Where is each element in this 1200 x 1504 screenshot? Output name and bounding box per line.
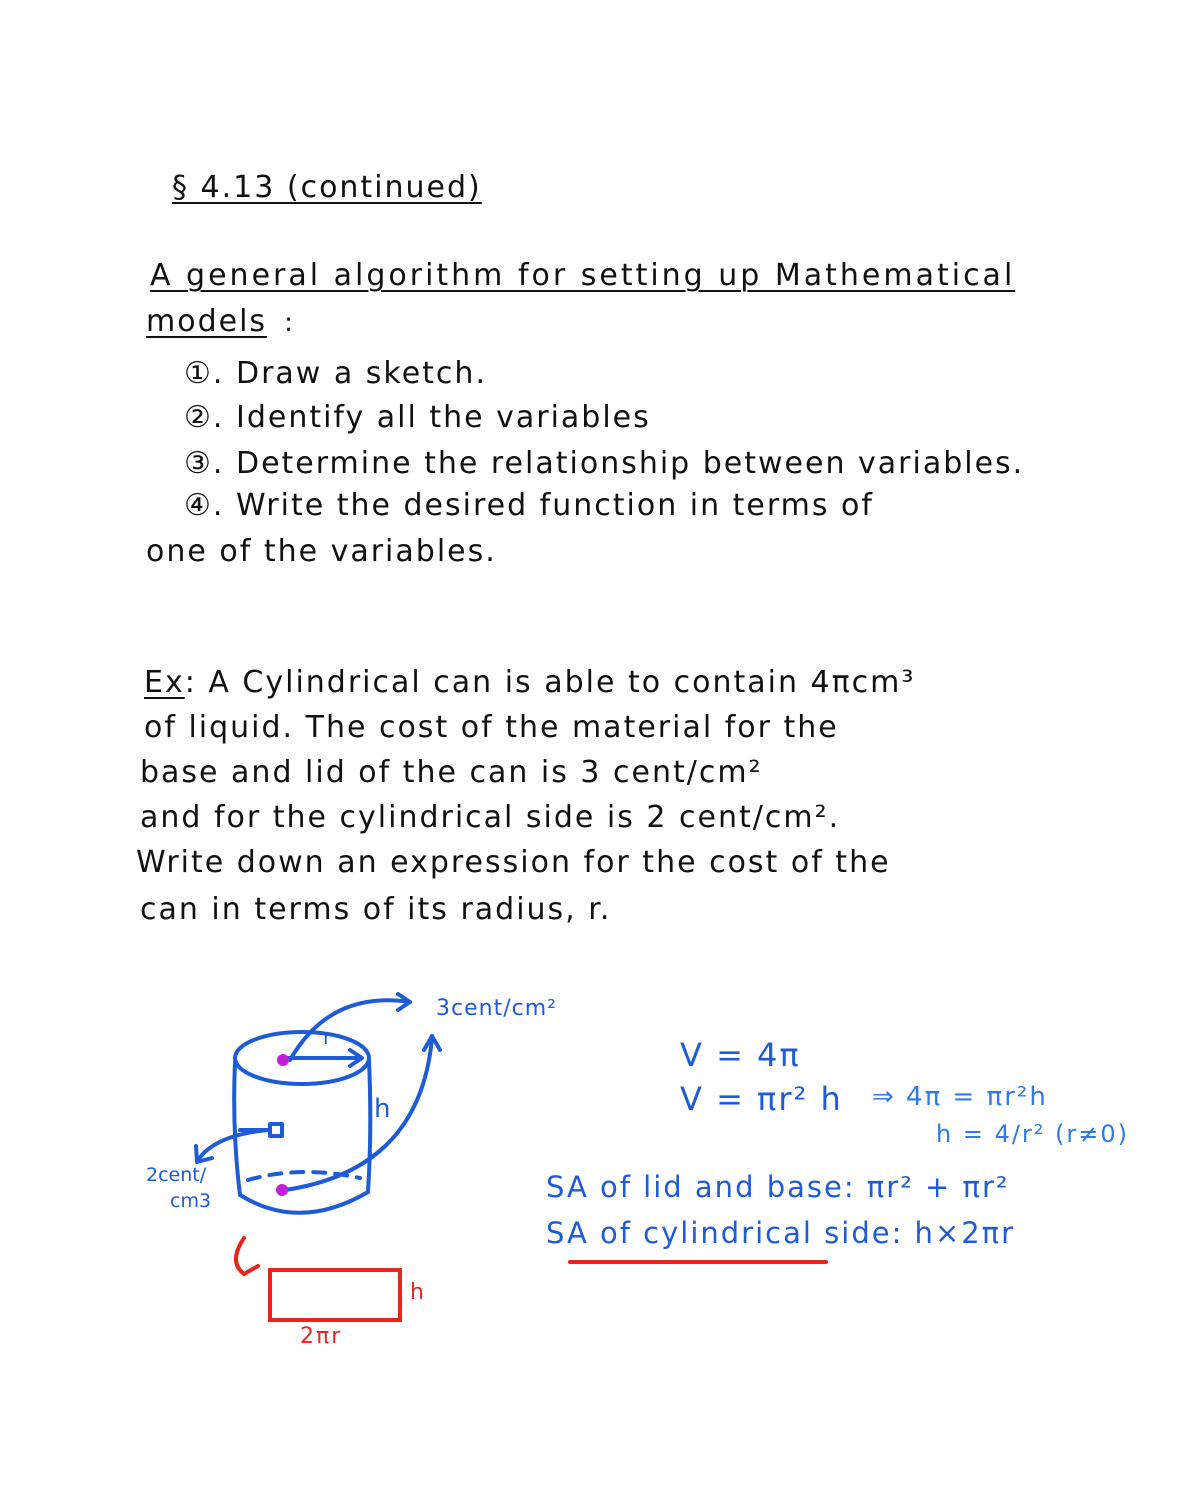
top-cost-label: 3cent/cm² <box>436 996 557 1021</box>
side-marker-box <box>270 1124 282 1136</box>
example-line-3: base and lid of the can is 3 cent/cm² <box>140 755 763 790</box>
unroll-arrow <box>236 1238 258 1274</box>
volume-equation: ⇒ 4π = πr²h <box>872 1082 1048 1112</box>
algorithm-title-models: models <box>146 304 268 339</box>
top-point <box>277 1054 289 1066</box>
rect-width-label: 2πr <box>300 1324 343 1349</box>
step-1: ①. Draw a sketch. <box>184 356 487 391</box>
example-label: Ex <box>144 665 185 700</box>
section-heading: § 4.13 (continued) <box>172 170 482 205</box>
example-text-1: : A Cylindrical can is able to contain 4πcm³ <box>184 665 916 700</box>
side-cost-arrow <box>196 1130 268 1162</box>
height-label: h <box>374 1094 393 1124</box>
example-line-5: Write down an expression for the cost of the <box>136 845 891 880</box>
rect-height-label: h <box>410 1280 426 1305</box>
side-cost-label-2: cm3 <box>170 1190 212 1212</box>
step-4-continued: one of the variables. <box>146 534 497 569</box>
algorithm-title-colon: : <box>284 308 295 338</box>
cylinder-right-wall <box>368 1060 370 1192</box>
step-2: ②. Identify all the variables <box>184 400 651 435</box>
surface-area-side: SA of cylindrical side: h×2πr <box>546 1216 1016 1250</box>
side-cost-label-1: 2cent/ <box>146 1164 207 1186</box>
radius-label: r <box>323 1025 334 1049</box>
step-3: ③. Determine the relationship between variables. <box>184 446 1025 481</box>
unrolled-rectangle <box>270 1270 400 1320</box>
example-line-2: of liquid. The cost of the material for the <box>144 710 839 745</box>
volume-given: V = 4π <box>680 1036 801 1074</box>
cylinder-bottom <box>240 1192 368 1213</box>
example-line-4: and for the cylindrical side is 2 cent/cm². <box>140 800 841 835</box>
example-line-6: can in terms of its radius, r. <box>140 892 612 927</box>
bottom-point <box>276 1184 288 1196</box>
surface-area-lid-base: SA of lid and base: πr² + πr² <box>546 1170 1010 1204</box>
volume-formula: V = πr² h <box>680 1080 843 1118</box>
height-result: h = 4/r² (r≠0) <box>936 1120 1130 1148</box>
step-4: ④. Write the desired function in terms of <box>184 488 874 523</box>
algorithm-title: A general algorithm for setting up Mathematical <box>150 258 1016 293</box>
